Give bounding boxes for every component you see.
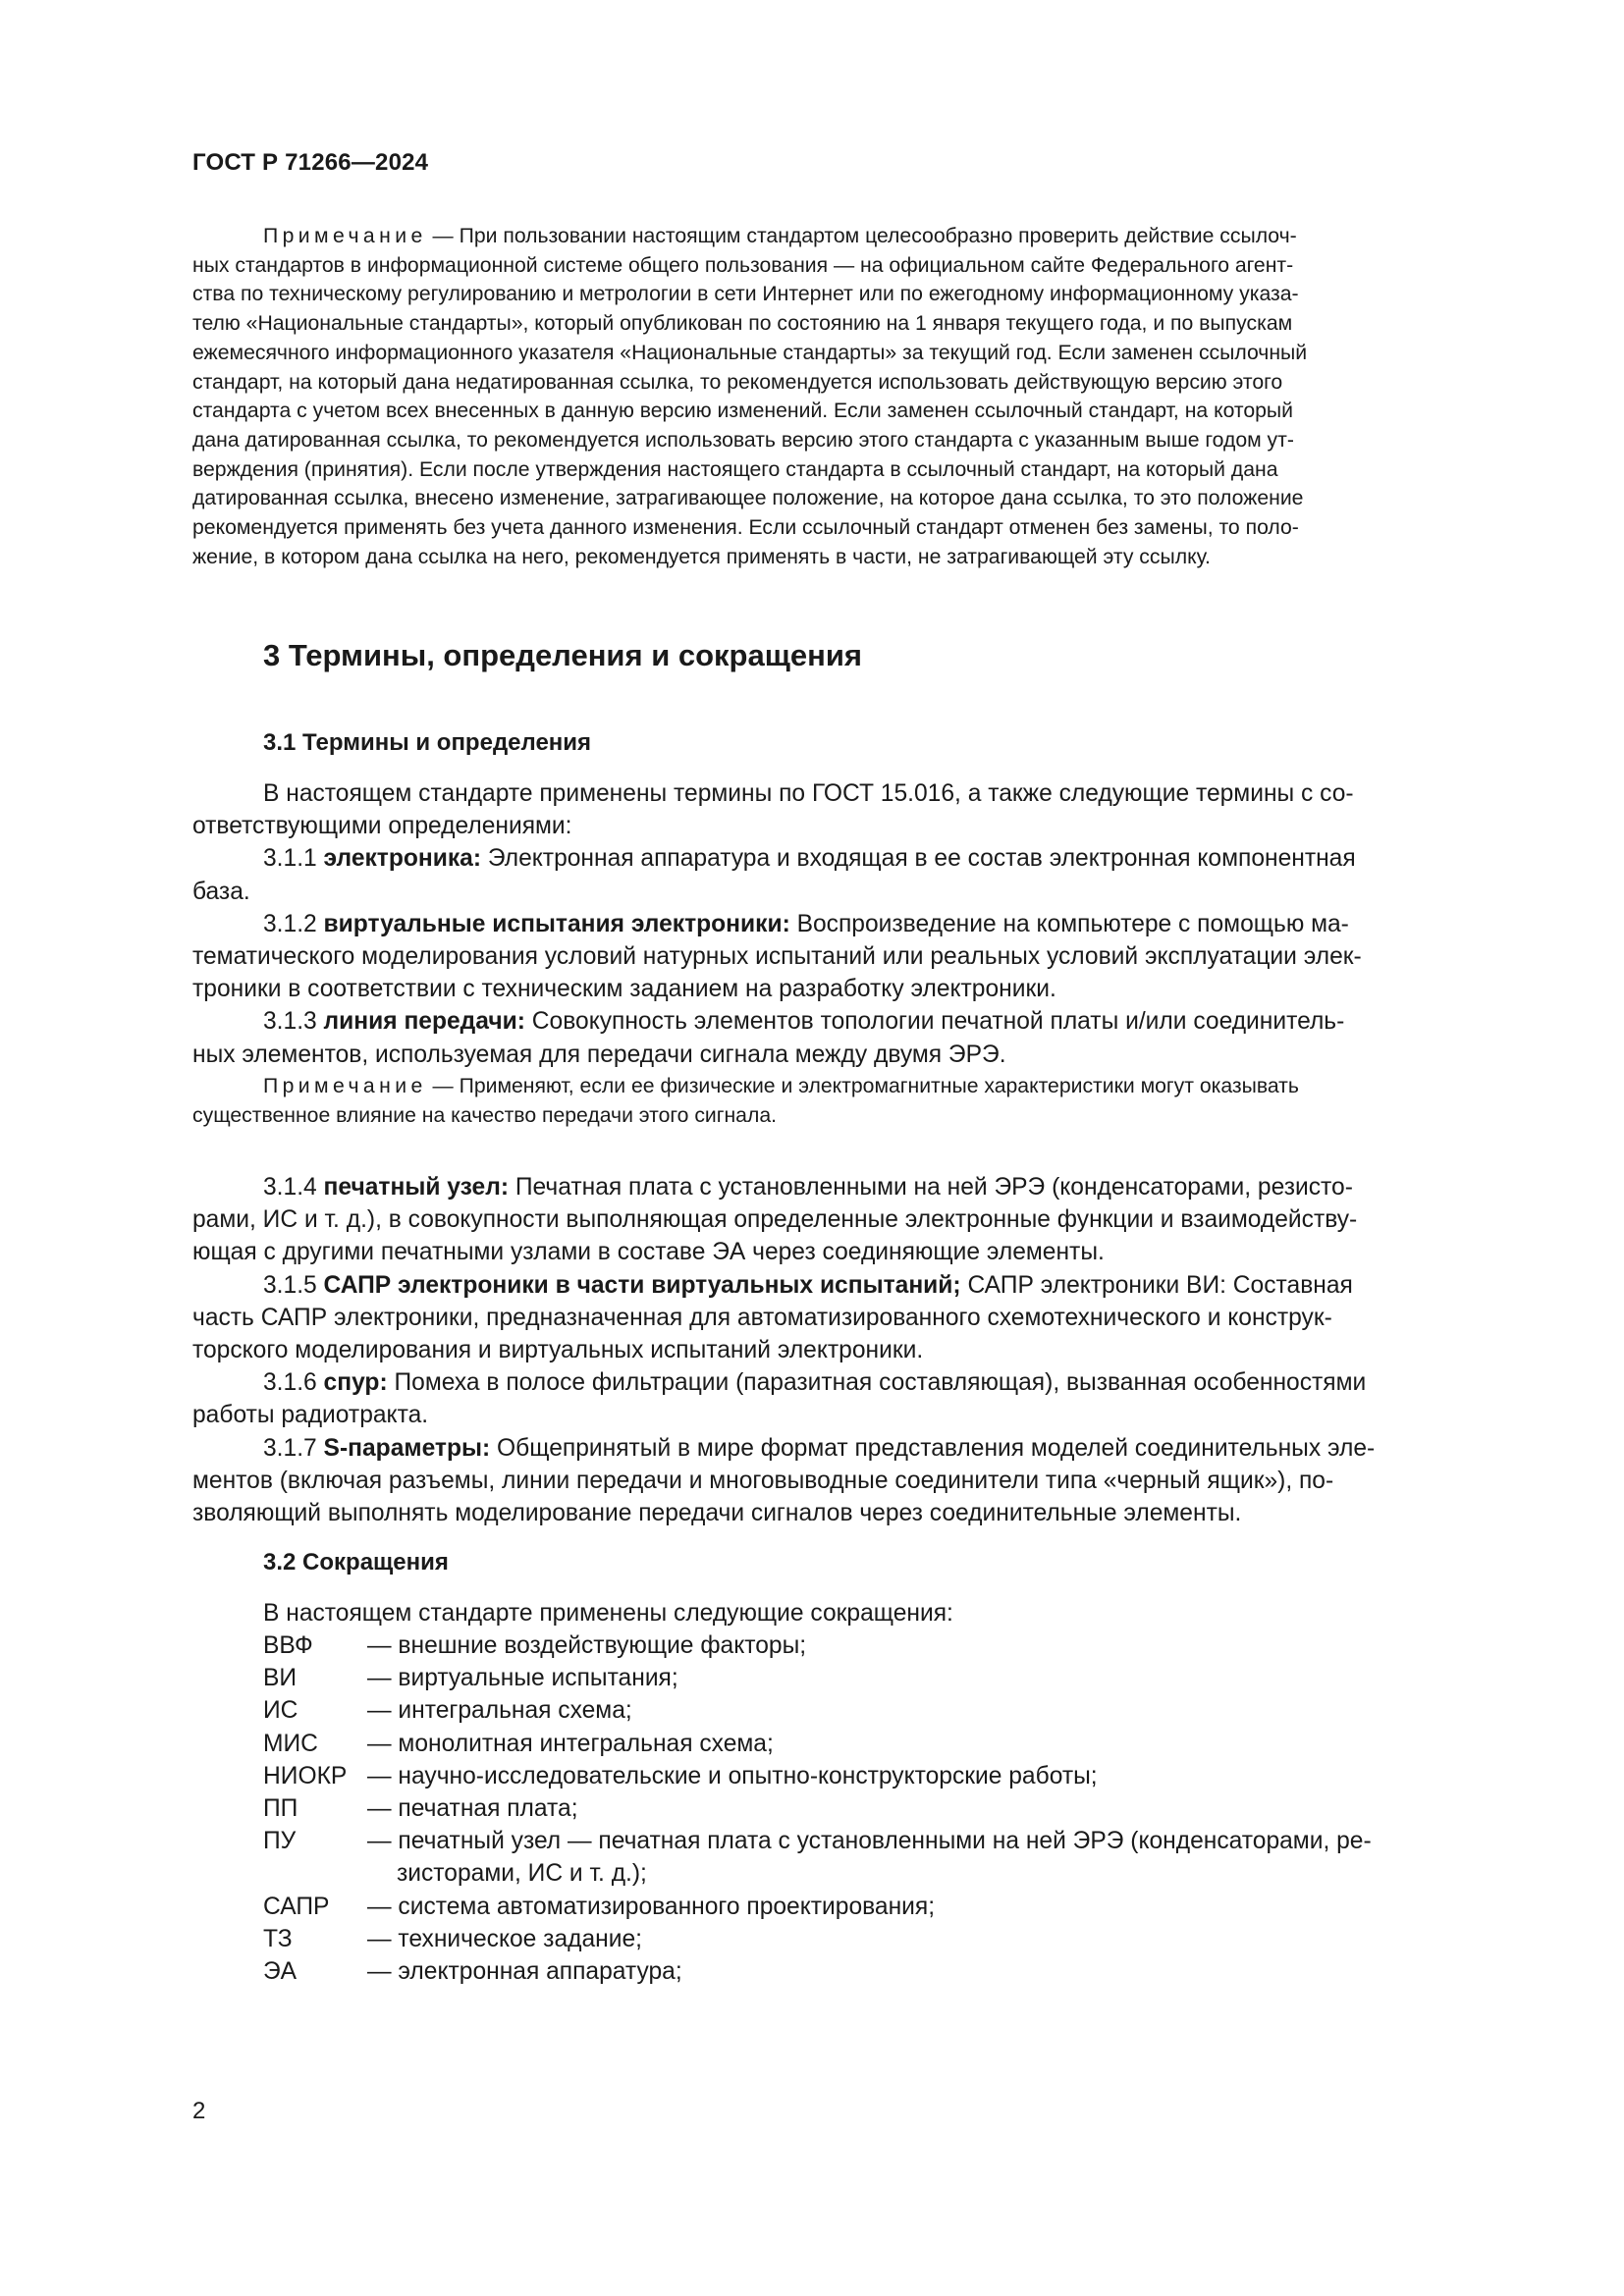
abbreviations-intro xyxy=(192,1597,1512,1629)
note-line: существенное влияние на качество передачи этого сигнала. xyxy=(192,1103,777,1127)
abbreviations-list xyxy=(263,1629,1512,1988)
term-line: зволяющий выполнять моделирование передачи сигналов через соединительные элементы. xyxy=(192,1500,1242,1527)
abbreviation-definition: — печатная плата; xyxy=(367,1795,578,1823)
abbreviation-row xyxy=(263,1694,1512,1727)
term-note xyxy=(192,1072,1512,1130)
abbreviation-row xyxy=(263,1728,1512,1760)
abbreviation-row xyxy=(263,1825,1512,1890)
subsection-title-terms: 3.1 Термины и определения xyxy=(263,729,592,756)
abbreviation-definition: — печатный узел — печатная плата с установленными на ней ЭРЭ (конденсаторами, ре- xyxy=(367,1828,1372,1855)
abbreviation-row xyxy=(263,1891,1512,1923)
term-3-1-4: 3.1.4 печатный узел: Печатная плата с установленными на ней ЭРЭ (конденсаторами, резисто- xyxy=(263,1174,1353,1201)
note-label: Примечание xyxy=(263,225,427,247)
note-line: рекомендуется применять без учета данного изменения. Если ссылочный стандарт отменен без замены, то поло- xyxy=(192,516,1299,540)
term-3-1-1: 3.1.1 электроника: Электронная аппаратура и входящая в ее состав электронная компонентная xyxy=(263,845,1356,873)
abbreviation-row xyxy=(263,1923,1512,1955)
term-3-1-7: 3.1.7 S-параметры: Общепринятый в мире формат представления моделей соединительных эле- xyxy=(263,1434,1376,1462)
abbreviation-term: ИС xyxy=(263,1697,298,1725)
note-label: Примечание xyxy=(263,1075,427,1097)
term-name: печатный узел: xyxy=(323,1174,510,1201)
reference-note xyxy=(192,222,1512,571)
note-line: ежемесячного информационного указателя «Национальные стандарты» за текущий год. Если заменен ссылочный xyxy=(192,341,1308,364)
abbreviation-definition-continued: зисторами, ИС и т. д.); xyxy=(397,1860,647,1888)
term-line: рами, ИС и т. д.), в совокупности выполняющая определенные электронные функции и взаимодейству- xyxy=(192,1206,1358,1234)
note-line: ных стандартов в информационной системе общего пользования — на официальном сайте Федерального агент- xyxy=(192,253,1294,277)
term-3-1-2: 3.1.2 виртуальные испытания электроники: Воспроизведение на компьютере с помощью ма- xyxy=(263,910,1349,937)
term-line: база. xyxy=(192,878,250,905)
note-line: верждения (принятия). Если после утверждения настоящего стандарта в ссылочный стандарт, на который дана xyxy=(192,457,1278,481)
abbreviations-intro-line: В настоящем стандарте применены следующие сокращения: xyxy=(263,1600,953,1627)
note-line: стандарт, на который дана недатированная ссылка, то рекомендуется использовать действующую версию этого xyxy=(192,370,1283,394)
term-name: спур: xyxy=(323,1369,388,1397)
term-name: САПР электроники в части виртуальных испытаний; xyxy=(323,1271,961,1299)
intro-line: В настоящем стандарте применены термины по ГОСТ 15.016, а также следующие термины с со- xyxy=(263,780,1354,807)
abbreviation-row xyxy=(263,1760,1512,1792)
abbreviation-definition: — внешние воздействующие факторы; xyxy=(367,1632,807,1659)
abbreviation-row xyxy=(263,1629,1512,1662)
term-line: часть САПР электроники, предназначенная для автоматизированного схемотехнического и конструк- xyxy=(192,1304,1332,1331)
note-first-line: Примечание — Применяют, если ее физические и электромагнитные характеристики могут оказывать xyxy=(263,1075,1299,1097)
term-line: ментов (включая разъемы, линии передачи и многовыводные соединители типа «черный ящик»), по- xyxy=(192,1467,1334,1494)
abbreviation-term: ПУ xyxy=(263,1828,297,1855)
note-line: ства по техническому регулированию и метрологии в сети Интернет или по ежегодному информационному указа- xyxy=(192,283,1299,306)
section-title: 3 Термины, определения и сокращения xyxy=(263,638,862,672)
abbreviation-term: ВВФ xyxy=(263,1632,313,1659)
abbreviation-term: НИОКР xyxy=(263,1762,348,1789)
note-line: жение, в котором дана ссылка на него, рекомендуется применять в части, не затрагивающей эту ссылку. xyxy=(192,545,1211,568)
abbreviation-term: МИС xyxy=(263,1730,318,1757)
term-line: троники в соответствии с техническим заданием на разработку электроники. xyxy=(192,976,1056,1003)
abbreviation-row xyxy=(263,1792,1512,1825)
abbreviation-definition: — система автоматизированного проектирования; xyxy=(367,1893,936,1920)
term-line: ющая с другими печатными узлами в составе ЭА через соединяющие элементы. xyxy=(192,1239,1105,1266)
abbreviation-definition: — научно-исследовательские и опытно-конструкторские работы; xyxy=(367,1762,1098,1789)
terms-block-2 xyxy=(192,1171,1512,1529)
note-first-line: Примечание — При пользовании настоящим стандартом целесообразно проверить действие ссылоч- xyxy=(263,225,1297,247)
abbreviation-definition: — монолитная интегральная схема; xyxy=(367,1730,774,1757)
abbreviation-term: ПП xyxy=(263,1795,298,1823)
note-line: дана датированная ссылка, то рекомендуется использовать версию этого стандарта с указанным выше годом ут- xyxy=(192,428,1294,452)
page-number: 2 xyxy=(192,2098,206,2124)
abbreviation-term: САПР xyxy=(263,1893,330,1920)
term-line: работы радиотракта. xyxy=(192,1402,429,1429)
note-line: датированная ссылка, внесено изменение, затрагивающее положение, на которое дана ссылка, то это положение xyxy=(192,487,1304,510)
note-line: стандарта с учетом всех внесенных в данную версию изменений. Если заменен ссылочный стандарт, на который xyxy=(192,400,1293,423)
term-3-1-5: 3.1.5 САПР электроники в части виртуальных испытаний; САПР электроники ВИ: Составная xyxy=(263,1271,1353,1299)
abbreviation-definition: — интегральная схема; xyxy=(367,1697,632,1725)
terms-block-1 xyxy=(192,777,1512,1071)
subsection-title-abbreviations: 3.2 Сокращения xyxy=(263,1549,449,1575)
abbreviation-row xyxy=(263,1955,1512,1988)
term-line: торского моделирования и виртуальных испытаний электроники. xyxy=(192,1337,924,1364)
abbreviation-term: ЭА xyxy=(263,1958,298,1986)
abbreviation-term: ВИ xyxy=(263,1665,298,1692)
term-line: тематического моделирования условий натурных испытаний или реальных условий эксплуатации элек- xyxy=(192,943,1362,971)
abbreviation-definition: — электронная аппаратура; xyxy=(367,1958,682,1986)
term-name: S-параметры: xyxy=(323,1434,491,1462)
abbreviation-definition: — виртуальные испытания; xyxy=(367,1665,678,1692)
note-line: телю «Национальные стандарты», который опубликован по состоянию на 1 января текущего года, и по выпускам xyxy=(192,312,1293,336)
document-header: ГОСТ Р 71266—2024 xyxy=(192,149,429,176)
abbreviation-definition: — техническое задание; xyxy=(367,1925,642,1952)
abbreviation-term: ТЗ xyxy=(263,1925,293,1952)
term-name: виртуальные испытания электроники: xyxy=(323,910,790,937)
abbreviation-row xyxy=(263,1662,1512,1694)
term-line: ных элементов, используемая для передачи сигнала между двумя ЭРЭ. xyxy=(192,1041,1006,1068)
term-3-1-3: 3.1.3 линия передачи: Совокупность элементов топологии печатной платы и/или соединитель- xyxy=(263,1008,1345,1036)
term-name: электроника: xyxy=(323,845,482,873)
term-name: линия передачи: xyxy=(323,1008,525,1036)
intro-line: ответствующими определениями: xyxy=(192,813,572,840)
term-3-1-6: 3.1.6 спур: Помеха в полосе фильтрации (паразитная составляющая), вызванная особенностями xyxy=(263,1369,1367,1397)
